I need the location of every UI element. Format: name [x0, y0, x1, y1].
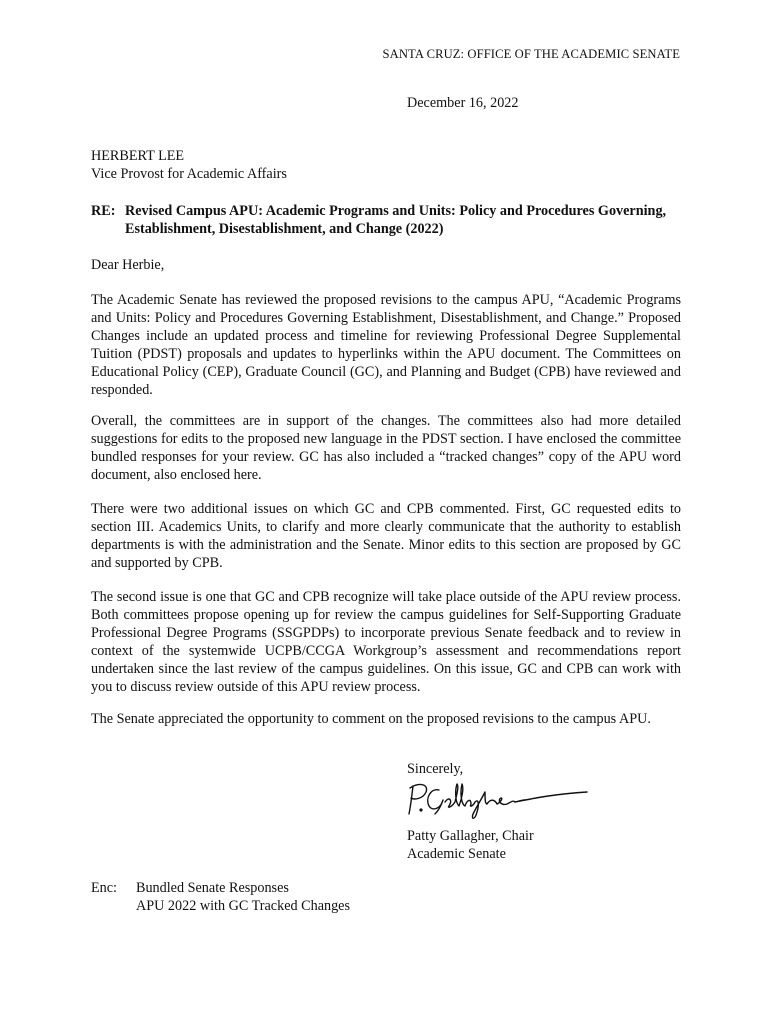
- body-paragraph: [91, 588, 681, 697]
- paragraph-text: The Senate appreciated the opportunity to comment on the proposed revisions to the campus APU.: [91, 711, 651, 727]
- closing: Sincerely,: [407, 761, 464, 777]
- subject-label: RE:: [91, 203, 116, 219]
- body-paragraph: [91, 412, 681, 484]
- paragraph-text: There were two additional issues on which GC and CPB commented. First, GC requested edits to section III. Academics Units, to clarify and more clearly communicate that the authority to establish departments is with the administration and the Senate. Minor edits to this section are proposed by GC and supported by CPB.: [91, 501, 681, 572]
- letterhead: SANTA CRUZ: OFFICE OF THE ACADEMIC SENATE: [382, 47, 680, 61]
- paragraph-text: The Academic Senate has reviewed the proposed revisions to the campus APU, “Academic Programs and Units: Policy and Procedures Governing Establishment, Disestablishment, and Change.” Proposed Changes include an updated process and timeline for reviewing Professional Degree Supplemental Tuition (PDST) proposals and updates to hyperlinks within the APU document. The Committees on Educational Policy (CEP), Graduate Council (GC), and Planning and Budget (CPB) have reviewed and responded.: [91, 292, 681, 399]
- enclosure-item: Bundled Senate Responses: [136, 880, 289, 896]
- recipient-block: [91, 147, 287, 183]
- subject-text: Revised Campus APU: Academic Programs and Units: Policy and Procedures Governing, Establishment, Disestablishment, and Change (2022): [125, 203, 667, 238]
- recipient-name: HERBERT LEE: [91, 148, 185, 164]
- enclosures-list: [136, 879, 350, 915]
- subject-line: [91, 202, 681, 238]
- recipient-title: Vice Provost for Academic Affairs: [91, 166, 287, 183]
- body-paragraph: [91, 710, 681, 728]
- enclosure-item: APU 2022 with GC Tracked Changes: [136, 898, 350, 915]
- enclosures: [91, 879, 350, 915]
- body-paragraph: [91, 291, 681, 400]
- body-paragraph: [91, 500, 681, 572]
- paragraph-text: The second issue is one that GC and CPB recognize will take place outside of the APU review process. Both committees propose opening up for review the campus guidelines for Self-Supporting Graduate Professional Degree Programs (SSGPDPs) to incorporate previous Senate feedback and to review in context of the systemwide UCPB/CCGA Workgroup’s assessment and recommendations report undertaken since the last review of the campus guidelines. On this issue, GC and CPB can work with you to discuss review outside of this APU review process.: [91, 589, 681, 696]
- paragraph-text: Overall, the committees are in support of the changes. The committees also had more detailed suggestions for edits to the proposed new language in the PDST section. I have enclosed the committee bundled responses for your review. GC has also included a “tracked changes” copy of the APU word document, also enclosed here.: [91, 413, 681, 484]
- handwritten-signature: [405, 780, 590, 822]
- signer-title: Academic Senate: [407, 846, 506, 863]
- signer-name: Patty Gallagher, Chair: [407, 828, 534, 844]
- signer-block: [407, 827, 534, 863]
- salutation: Dear Herbie,: [91, 257, 165, 273]
- letter-date: December 16, 2022: [407, 95, 519, 111]
- enclosures-label: Enc:: [91, 880, 117, 896]
